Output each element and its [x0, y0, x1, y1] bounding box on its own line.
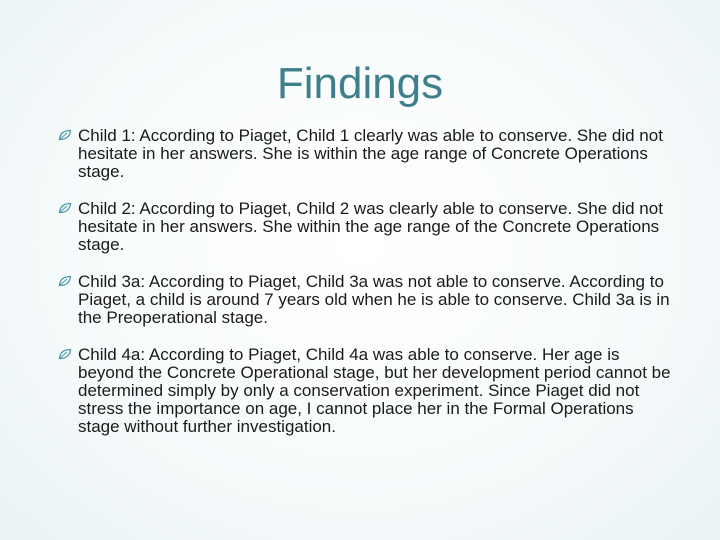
slide-title: Findings: [276, 59, 444, 108]
bullet-text: Child 2: According to Piaget, Child 2 was clearly able to conserve. She did not hesitate in her answers. She within the age range of the Concrete Operations stage.: [78, 199, 663, 254]
bullet-list: [58, 127, 678, 455]
leaf-bullet-icon: [58, 347, 72, 361]
bullet-item: [58, 273, 678, 327]
bullet-item: [58, 127, 678, 181]
leaf-bullet-icon: [58, 201, 72, 215]
leaf-bullet-icon: [58, 274, 72, 288]
bullet-item: [58, 346, 678, 436]
bullet-text: Child 3a: According to Piaget, Child 3a was not able to conserve. According to Piaget, a child is around 7 years old when he is able to conserve. Child 3a is in the Preoperational stage.: [78, 272, 670, 327]
bullet-text: Child 1: According to Piaget, Child 1 clearly was able to conserve. She did not hesitate in her answers. She is within the age range of Concrete Operations stage.: [78, 126, 663, 181]
bullet-text: Child 4a: According to Piaget, Child 4a was able to conserve. Her age is beyond the Concrete Operational stage, but her development period cannot be determined simply by only a conservation experiment. Since Piaget did not stress the importance on age, I cannot place her in the Formal Operations stage without further investigation.: [78, 345, 671, 436]
leaf-bullet-icon: [58, 128, 72, 142]
bullet-item: [58, 200, 678, 254]
